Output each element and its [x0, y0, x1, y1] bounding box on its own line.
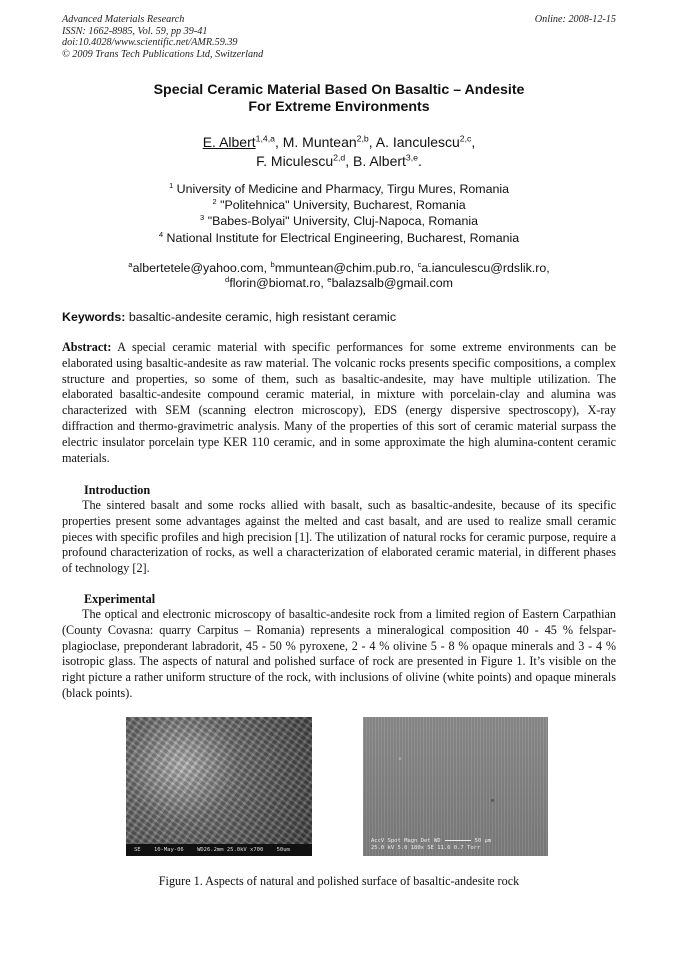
abstract-text: A special ceramic material with specific performances for some extreme environments can be elaborated using basaltic-andesite as raw material. The volcanic rocks presents specific compositions, a complex structure and properties, so some of them, such as basaltic-andesite, may have multiple utilization. The elaborated basaltic-andesite compound ceramic material, in mixture with porcelain-clay and alumina was characterized with SEM (scanning electron microscopy), EDS (energy dispersive spectroscopy), X-ray diffraction and thermo-gravimetric analysis. Many of the properties of this sort of ceramic material surpass the electric insulator porcelain type KER 110 ceramic, and in some approximate the high alumina-content ceramic materials. [62, 340, 617, 465]
title-line-2: For Extreme Environments [248, 99, 430, 115]
email-address[interactable]: balazsalb@gmail.com [331, 276, 453, 291]
author-name: M. Muntean [282, 134, 357, 150]
affiliation-number: 2 [212, 197, 217, 207]
introduction-text: The sintered basalt and some rocks allied with basalt, such as basaltic-andesite, because of its specific properties present some advantages against the melted and cast basalt, and are used to realize small ceramic pieces with specific profiles and high precision [1]. The utilization of natural rocks for ceramic purpose, require a profound characterization of rocks, as well a characterization of elaborated ceramic material, in different phases of technology [2]. [62, 498, 616, 576]
author-name: E. Albert [202, 134, 256, 150]
keywords-label: Keywords: [62, 310, 126, 324]
journal-issn: ISSN: 1662-8985, Vol. 59, pp 39-41 [62, 25, 208, 37]
sem-header-row [371, 838, 548, 845]
affiliation-number: 1 [168, 180, 174, 190]
affiliation [62, 197, 616, 213]
affiliation [62, 213, 616, 229]
email-address[interactable]: mmuntean@chim.pub.ro [274, 261, 411, 275]
affiliation-text: "Babes-Bolyai" University, Cluj-Napoca, Romania [207, 214, 478, 229]
introduction-heading: Introduction [84, 483, 151, 497]
sem-date: 10-May-06 [153, 847, 184, 853]
affiliation-text: "Politehnica" University, Bucharest, Romania [220, 198, 466, 213]
sem-labels: AccV Spot Magn Det WD [371, 838, 441, 844]
author-name: F. Miculescu [256, 153, 334, 169]
keywords-text: basaltic-andesite ceramic, high resistant ceramic [128, 310, 397, 324]
affiliation-number: 3 [200, 213, 205, 223]
affiliation [62, 181, 616, 197]
email-list [62, 261, 616, 292]
figure-caption: Figure 1. Aspects of natural and polished surface of basaltic-andesite rock [158, 874, 520, 888]
author-line-1: E. Albert$^{1,4,a}$, M. Muntean$^{2,b}$, A. Ianculescu$^{2,c}$, [202, 133, 476, 150]
keywords [62, 309, 616, 325]
journal-copyright: © 2009 Trans Tech Publications Ltd, Switzerland [62, 48, 264, 60]
sem-info-bar [126, 844, 312, 856]
abstract [62, 340, 616, 466]
sem-info-bar [363, 836, 548, 856]
affiliation-number: 4 [158, 229, 164, 239]
author-line-2: F. Miculescu$^{2,d}$, B. Albert$^{3,e}$. [256, 152, 422, 169]
experimental-text: The optical and electronic microscopy of basaltic-andesite rock from a limited region of Eastern Carpathian (County Covasna: quarry Carpitus – Romania) represents a mineralogical composition 40 - 45 % felspar-plagioclase, preponderant labradorit, 45 - 50 % pyroxene, 2 - 4 % olivine 5 - 8 % opaque minerals and 3 - 4 % isotropic glass. The aspects of natural and polished surface of rock are presented in Figure 1. It’s visible on the right picture a rather uniform structure of the rock, with inclusions of olivine (white points) and opaque minerals (black points). [62, 607, 616, 700]
title-line-1: Special Ceramic Material Based On Basaltic – Andesite [153, 82, 525, 98]
email-superscript: a [128, 259, 133, 269]
author-name: B. Albert [353, 153, 406, 169]
journal-name: Advanced Materials Research [62, 14, 185, 25]
author-superscript: 2,c [459, 133, 472, 144]
author-superscript: 1,4,a [255, 133, 275, 144]
sem-image-polished-surface [363, 717, 548, 856]
email-superscript: e [327, 275, 332, 285]
email-line-2: $^d$florin@biomat.ro, $^e$balazsalb@gmail.com [225, 275, 453, 291]
email-superscript: b [270, 259, 275, 269]
author-superscript: 2,d [333, 152, 346, 163]
email-address[interactable]: a.ianculescu@rdslik.ro [421, 261, 547, 275]
affiliation [62, 230, 616, 246]
author-superscript: 2,b [356, 133, 369, 144]
sem-image-natural-surface [126, 717, 312, 856]
affiliation-text: University of Medicine and Pharmacy, Tirgu Mures, Romania [176, 182, 510, 196]
affiliation-text: National Institute for Electrical Engineering, Bucharest, Romania [166, 230, 520, 245]
email-line-1: $^a$albertetele@yahoo.com, $^b$mmuntean@chim.pub.ro, $^c$a.ianculescu@rdslik.ro, [128, 259, 550, 275]
sem-detector: SE [134, 847, 141, 853]
sem-values: 25.0 kV 5.0 180x SE 11.6 0.7 Torr [371, 845, 481, 851]
abstract-label: Abstract: [62, 340, 112, 354]
email-address[interactable]: florin@biomat.ro [229, 276, 321, 291]
online-date: Online: 2008-12-15 [534, 14, 616, 25]
email-superscript: c [417, 259, 422, 269]
sem-params: WD26.2mm 25.0kV x700 [197, 847, 264, 853]
author-superscript: 3,e [405, 152, 418, 163]
author-list [62, 133, 616, 171]
scale-bar [445, 840, 471, 841]
journal-doi: doi:10.4028/www.scientific.net/AMR.59.39 [62, 37, 238, 49]
email-address[interactable]: albertetele@yahoo.com [132, 261, 264, 275]
experimental-heading: Experimental [84, 592, 156, 606]
journal-header [62, 14, 616, 60]
affiliation-list [62, 181, 616, 246]
email-superscript: d [225, 275, 230, 285]
author-name: A. Ianculescu [375, 134, 460, 150]
paper-title [62, 82, 616, 116]
sem-scale: 50um [276, 847, 290, 853]
sem-scale: 50 µm [474, 838, 492, 844]
